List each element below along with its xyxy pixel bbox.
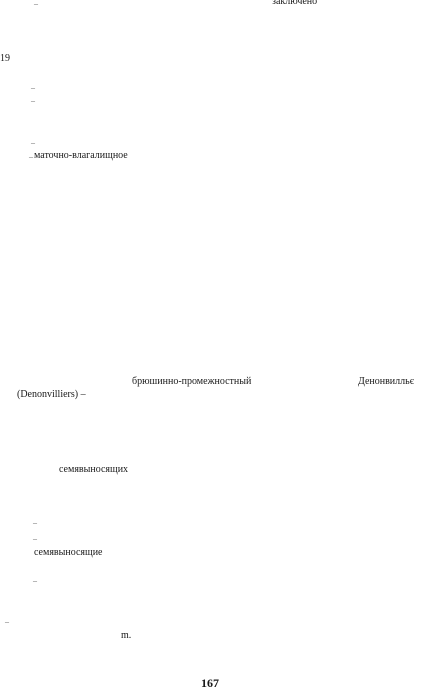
margin-number: 19 [0,53,10,64]
header-fragment: заключено [272,0,318,7]
denonvilliers-ru-fragment: Денонвилльє [358,376,414,387]
dash: – [31,138,35,147]
uterovaginal-fragment: маточно-влагалищное [34,150,128,161]
m-abbrev-fragment: m. [121,630,132,641]
peritoneal-perineal-fragment: брюшинно-промежностный [132,376,252,387]
denonvilliers-paren-fragment: (Denonvilliers) – [17,389,86,400]
dash: – [5,617,9,626]
dash: – [34,0,38,8]
vas-deferens-gen-fragment: семявыносящих [59,464,129,475]
dash: – [33,534,37,543]
vas-deferens-nom-fragment: семявыносящие [34,547,103,558]
page-number: 167 [201,676,219,690]
dash: – [31,96,35,105]
dash: – [33,576,37,585]
dash: – [29,152,33,161]
dash: – [33,518,37,527]
dash: – [31,83,35,92]
